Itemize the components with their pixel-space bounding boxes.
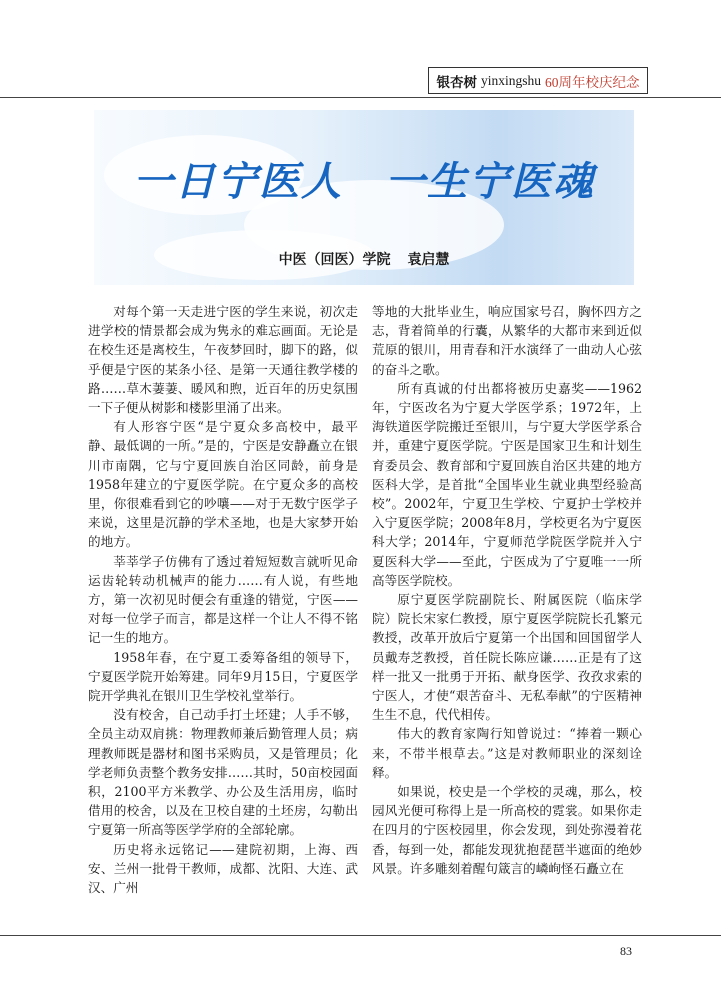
paragraph: 所有真诚的付出都将被历史嘉奖——1962年，宁医改名为宁夏大学医学系；1972年，上海铁道医学院搬迁至银川，与宁夏大学医学系合并，重建宁夏医学院。宁医是国家卫生和计划生育委员会、教育部和宁夏回族自治区共建的地方医科大学，是首批“全国毕业生就业典型经验高校”。2002年，宁夏卫生学校、宁夏护士学校并入宁夏医学院；2008年8月，学校更名为宁夏医科大学；2014年，宁夏师范学院医学院并入宁夏医科大学——至此，宁医成为了宁夏唯一一所高等医学院校。	[372, 380, 642, 588]
paragraph: 原宁夏医学院副院长、附属医院（临床学院）院长宋家仁教授，原宁夏医学院院长孔繁元教授，改革开放后宁夏第一个出国和回国留学人员戴寿芝教授，首任院长陈应谦……正是有了这样一批又一批勇于开拓、献身医学、孜孜求索的宁医人，才使“艰苦奋斗、无私奉献”的宁医精神生生不息，代代相传。	[372, 592, 642, 723]
paragraph-continued: 等地的大批毕业生，响应国家号召，胸怀四方之志，背着简单的行囊，从繁华的大都市来到近似荒原的银川，用青春和汗水演绎了一曲动人心弦的奋斗之歌。	[372, 304, 642, 377]
footer-rule	[0, 935, 721, 936]
header-rule	[0, 97, 721, 98]
paragraph: 伟大的教育家陶行知曾说过：“捧着一颗心来，不带半根草去。”这是对教师职业的深刻诠释。	[372, 726, 642, 780]
page-number: 83	[620, 944, 632, 958]
right-column	[372, 302, 642, 878]
paragraph: 有人形容宁医“是宁夏众多高校中，最平静、最低调的一所。”是的，宁医是安静矗立在银川市南隅，它与宁夏回族自治区同龄，前身是1958年建立的宁夏医学院。在宁夏众多的高校里，你很难看到它的吵嚷——对于无数宁医学子来说，这里是沉静的学术圣地，也是大家梦开始的地方。	[88, 419, 358, 550]
paragraph: 1958年春，在宁夏工委筹备组的领导下，宁夏医学院开始筹建。同年9月15日，宁夏医学院开学典礼在银川卫生学校礼堂举行。	[88, 649, 358, 704]
article-title: 一日宁医人 一生宁医魂	[133, 159, 595, 205]
paragraph: 没有校舍，自己动手打土坯建；人手不够，全员主动双肩挑：物理教师兼后勤管理人员；病理教师既是器材和图书采购员，又是管理员；化学老师负责整个教务安排……其时，50亩校园面积，2100平方米教学、办公及生活用房，临时借用的校舍，以及在卫校自建的土坯房，勾勒出宁夏第一所高等医学学府的全部轮廓。	[88, 707, 358, 838]
journal-name: 银杏树	[436, 74, 477, 90]
author-affiliation: 中医（回医）学院	[278, 252, 391, 268]
paragraph: 如果说，校史是一个学校的灵魂，那么，校园风光便可称得上是一所高校的霓裳。如果你走在四月的宁医校园里，你会发现，到处弥漫着花香，每到一处，都能发现犹抱琵琶半遮面的绝妙风景。许多雕刻着醒句箴言的嶙峋怪石矗立在	[372, 784, 642, 876]
journal-pinyin: yinxingshu	[480, 72, 541, 88]
anniversary-label: 60周年校庆纪念	[545, 74, 640, 90]
paragraph: 对每个第一天走进宁医的学生来说，初次走进学校的情景都会成为隽永的难忘画面。无论是在校生还是离校生，午夜梦回时，脚下的路，似乎便是宁医的某条小径、是第一天通往教学楼的路……草木萋萋、暖风和煦，近百年的历史氛围一下子便从树影和楼影里涌了出来。	[88, 304, 358, 416]
journal-header-tag	[428, 67, 648, 94]
author-name: 袁启慧	[407, 252, 450, 268]
paragraph: 莘莘学子仿佛有了透过着短短数言就听见命运齿轮转动机械声的能力……有人说，有些地方，第一次初见时便会有重逢的错觉，宁医——对每一位学子而言，都是这样一个让人不得不铭记一生的地方。	[88, 553, 358, 646]
paragraph: 历史将永远铭记——建院初期，上海、西安、兰州一批骨干教师，成都、沈阳、大连、武汉、广州	[88, 841, 358, 896]
left-column	[88, 302, 358, 897]
byline	[94, 249, 634, 269]
